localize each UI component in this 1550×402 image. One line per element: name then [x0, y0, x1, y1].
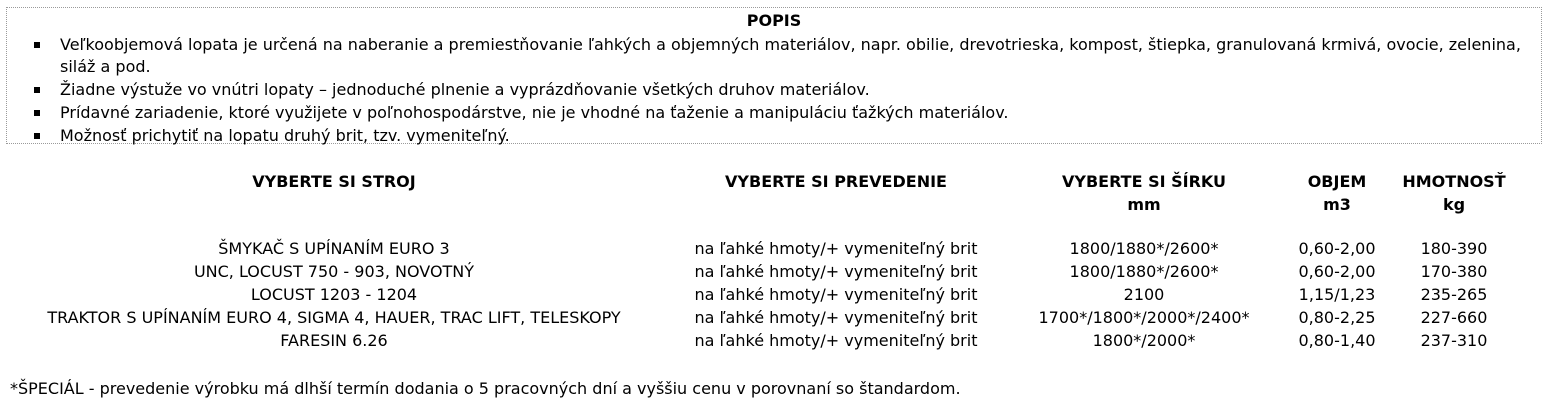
description-list	[33, 34, 1523, 148]
table-cell-volume: 0,60-2,00	[1298, 262, 1376, 281]
table-cell-width: 1800/1880*/2600*	[1069, 239, 1219, 258]
description-title: POPIS	[746, 11, 802, 30]
list-item	[33, 34, 1523, 78]
width-column	[1010, 237, 1278, 352]
table-cell-volume: 0,60-2,00	[1298, 239, 1376, 258]
header-width-label: VYBERTE SI ŠÍRKU	[1061, 172, 1227, 191]
list-item	[33, 125, 1523, 147]
list-item-text: Možnosť prichytiť na lopatu druhý brit, tzv. vymeniteľný.	[60, 126, 510, 145]
list-item-text: Žiadne výstuže vo vnútri lopaty – jednoduché plnenie a vyprázdňovanie všetkých druhov materiálov.	[60, 80, 870, 99]
table-cell-width: 1800/1880*/2600*	[1069, 262, 1219, 281]
table-cell-width: 1700*/1800*/2000*/2400*	[1038, 308, 1250, 327]
table-cell-machine: FARESIN 6.26	[280, 331, 388, 350]
header-width	[1010, 170, 1278, 216]
list-item-text: Prídavné zariadenie, ktoré využijete v poľnohospodárstve, nie je vhodné na ťaženie a manipuláciu ťažkých materiálov.	[60, 103, 1009, 122]
header-weight-unit: kg	[1442, 195, 1466, 214]
description-box	[6, 7, 1542, 144]
header-width-unit: mm	[1127, 195, 1161, 214]
header-weight	[1392, 170, 1516, 216]
header-volume-label: OBJEM	[1307, 172, 1367, 191]
header-volume-unit: m3	[1323, 195, 1351, 214]
table-cell-weight: 180-390	[1420, 239, 1488, 258]
version-column	[665, 237, 1007, 352]
square-bullet-icon	[34, 133, 40, 139]
machine-column	[4, 237, 664, 352]
table-cell-machine: UNC, LOCUST 750 - 903, NOVOTNÝ	[193, 262, 475, 281]
table-cell-version: na ľahké hmoty/+ vymeniteľný brit	[694, 308, 978, 327]
footnote: *ŠPECIÁL - prevedenie výrobku má dlhší termín dodania o 5 pracovných dní a vyššiu cenu v porovnaní so štandardom.	[10, 379, 961, 398]
table-cell-machine: LOCUST 1203 - 1204	[250, 285, 418, 304]
volume-column	[1282, 237, 1392, 352]
square-bullet-icon	[34, 87, 40, 93]
table-cell-volume: 0,80-2,25	[1298, 308, 1376, 327]
header-volume	[1282, 170, 1392, 216]
table-cell-weight: 227-660	[1420, 308, 1488, 327]
list-item-text: Veľkoobjemová lopata je určená na naberanie a premiestňovanie ľahkých a objemných materiálov, napr. obilie, drevotrieska, kompost, štiepka, granulovaná krmivá, ovocie, zelenina, siláž a pod.	[60, 35, 1521, 76]
square-bullet-icon	[34, 42, 40, 48]
table-cell-weight: 237-310	[1420, 331, 1488, 350]
table-cell-width: 1800*/2000*	[1092, 331, 1196, 350]
table-cell-version: na ľahké hmoty/+ vymeniteľný brit	[694, 239, 978, 258]
header-weight-label: HMOTNOSŤ	[1402, 172, 1506, 191]
header-version	[665, 170, 1007, 193]
header-version-label: VYBERTE SI PREVEDENIE	[725, 172, 947, 191]
weight-column	[1392, 237, 1516, 352]
list-item	[33, 79, 1523, 101]
table-cell-version: na ľahké hmoty/+ vymeniteľný brit	[694, 285, 978, 304]
table-cell-machine: TRAKTOR S UPÍNANÍM EURO 4, SIGMA 4, HAUER, TRAC LIFT, TELESKOPY	[47, 308, 621, 327]
table-cell-machine: ŠMYKAČ S UPÍNANÍM EURO 3	[218, 239, 450, 258]
table-cell-weight: 170-380	[1420, 262, 1488, 281]
square-bullet-icon	[34, 110, 40, 116]
header-machine-label: VYBERTE SI STROJ	[252, 172, 416, 191]
header-machine	[4, 170, 664, 193]
table-cell-version: na ľahké hmoty/+ vymeniteľný brit	[694, 331, 978, 350]
list-item	[33, 102, 1523, 124]
table-cell-volume: 1,15/1,23	[1298, 285, 1376, 304]
table-cell-version: na ľahké hmoty/+ vymeniteľný brit	[694, 262, 978, 281]
table-cell-weight: 235-265	[1420, 285, 1488, 304]
table-cell-volume: 0,80-1,40	[1298, 331, 1376, 350]
table-cell-width: 2100	[1123, 285, 1165, 304]
